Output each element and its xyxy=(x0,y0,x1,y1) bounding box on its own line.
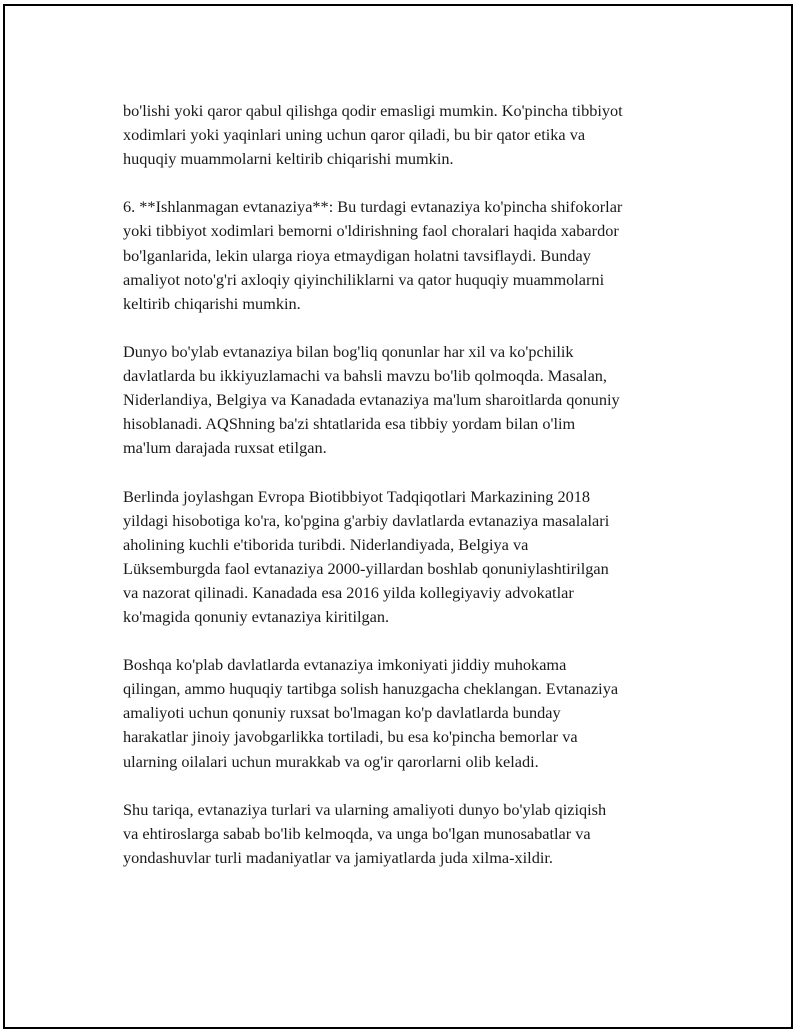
paragraph-1 xyxy=(123,99,713,171)
text-line: va ehtiroslarga sabab bo'lib kelmoqda, va unga bo'lgan munosabatlar va xyxy=(123,823,591,843)
text-line: Lüksemburgda faol evtanaziya 2000-yillardan boshlab qonuniylashtirilgan xyxy=(123,558,609,578)
document-body xyxy=(123,99,713,894)
text-line: amaliyoti uchun qonuniy ruxsat bo'lmagan ko'p davlatlarda bunday xyxy=(123,703,561,723)
text-line: yoki tibbiyot xodimlari bemorni o'ldirishning faol choralari haqida xabardor xyxy=(123,221,619,241)
text-line: 6. **Ishlanmagan evtanaziya**: Bu turdagi evtanaziya ko'pincha shifokorlar xyxy=(123,197,623,217)
text-line: Boshqa ko'plab davlatlarda evtanaziya imkoniyati jiddiy muhokama xyxy=(123,655,567,675)
text-line: xodimlari yoki yaqinlari uning uchun qaror qiladi, bu bir qator etika va xyxy=(123,125,586,145)
text-line: yildagi hisobotiga ko'ra, ko'pgina g'arbiy davlatlarda evtanaziya masalalari xyxy=(123,510,610,530)
text-line: hisoblanadi. AQShning ba'zi shtatlarida esa tibbiy yordam bilan o'lim xyxy=(123,414,576,434)
text-line: Berlinda joylashgan Evropa Biotibbiyot Tadqiqotlari Markazining 2018 xyxy=(123,486,591,506)
text-line: bo'lishi yoki qaror qabul qilishga qodir emasligi mumkin. Ko'pincha tibbiyot xyxy=(123,101,623,120)
paragraph-6 xyxy=(123,798,713,870)
text-line: amaliyot noto'g'ri axloqiy qiyinchiliklarni va qator huquqiy muammolarni xyxy=(123,269,605,289)
paragraph-2 xyxy=(123,195,713,315)
text-line: ma'lum darajada ruxsat etilgan. xyxy=(123,438,327,458)
text-line: huquqiy muammolarni keltirib chiqarishi mumkin. xyxy=(123,149,454,169)
text-line: harakatlar jinoiy javobgarlikka tortiladi, bu esa ko'pincha bemorlar va xyxy=(123,727,578,747)
paragraph-5 xyxy=(123,653,713,773)
text-line: Niderlandiya, Belgiya va Kanadada evtanaziya ma'lum sharoitlarda qonuniy xyxy=(123,390,620,410)
text-line: va nazorat qilinadi. Kanadada esa 2016 yilda kollegiyaviy advokatlar xyxy=(123,582,574,602)
text-line: ko'magida qonuniy evtanaziya kiritilgan. xyxy=(123,606,390,626)
text-line: keltirib chiqarishi mumkin. xyxy=(123,293,301,313)
text-line: bo'lganlarida, lekin ularga rioya etmaydigan holatni tavsiflaydi. Bunday xyxy=(123,245,591,265)
text-line: davlatlarda bu ikkiyuzlamachi va bahsli mavzu bo'lib qolmoqda. Masalan, xyxy=(123,366,608,386)
page-frame xyxy=(3,4,793,1029)
text-line: qilingan, ammo huquqiy tartibga solish hanuzgacha cheklangan. Evtanaziya xyxy=(123,679,619,699)
text-line: Dunyo bo'ylab evtanaziya bilan bog'liq qonunlar har xil va ko'pchilik xyxy=(123,341,574,361)
text-line: yondashuvlar turli madaniyatlar va jamiyatlarda juda xilma-xildir. xyxy=(123,847,553,867)
text-line: aholining kuchli e'tiborida turibdi. Niderlandiyada, Belgiya va xyxy=(123,534,529,554)
paragraph-4 xyxy=(123,485,713,630)
paragraph-3 xyxy=(123,340,713,460)
text-line: Shu tariqa, evtanaziya turlari va ularning amaliyoti dunyo bo'ylab qiziqish xyxy=(123,799,607,819)
text-line: ularning oilalari uchun murakkab va og'ir qarorlarni olib keladi. xyxy=(123,751,539,771)
